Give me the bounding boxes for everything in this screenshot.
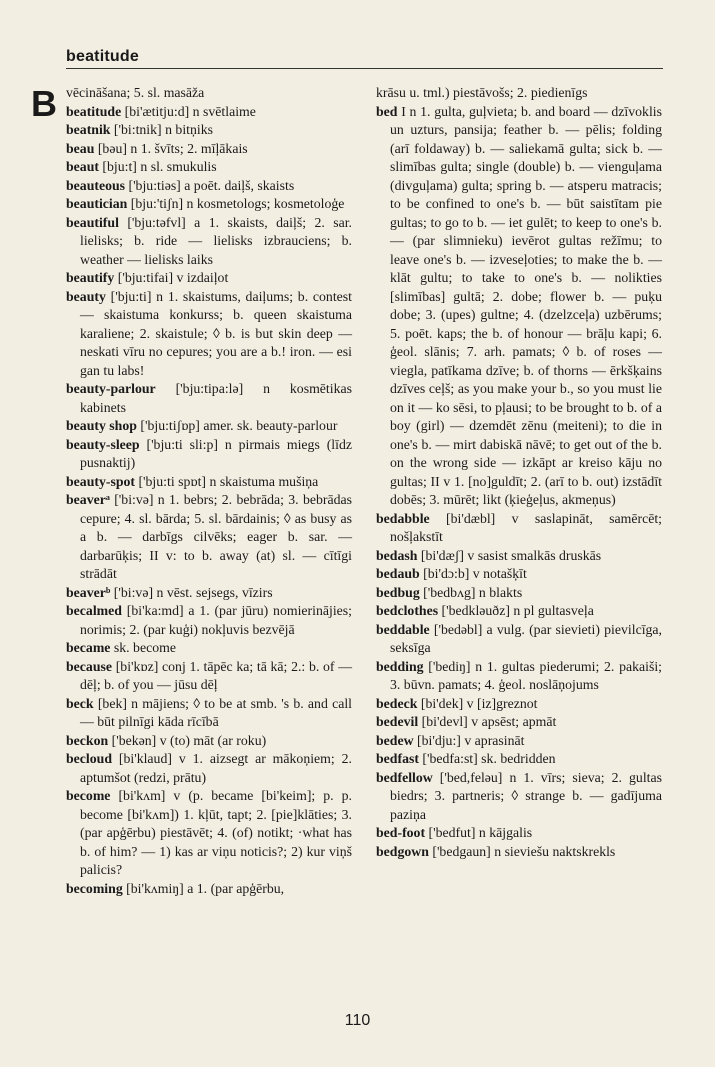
entry-definition: ['bedgaun] n sieviešu naktskrekls <box>428 843 616 859</box>
entry-definition: ['bed,feləu] n 1. vīrs; sieva; 2. gultas biedrs; 3. partneris; ◊ strange b. — gadījuma paziņa <box>390 769 662 822</box>
dictionary-entry <box>66 195 352 214</box>
entry-headword: bedevil <box>376 714 419 729</box>
entry-definition: vēcināšana; 5. sl. masāža <box>66 85 205 100</box>
entry-headword: becoming <box>66 880 123 896</box>
entry-definition: ['bedfut] n kājgalis <box>425 825 533 840</box>
entry-definition: ['bju:təfvl] a 1. skaists, daiļš; 2. sar. lielisks; b. ride — lielisks izbrauciens; b. weather — lielisks laiks <box>80 214 352 267</box>
entry-definition: ['bediŋ] n 1. gultas piederumi; 2. pakaiši; 3. būvn. pamats; 4. ģeol. noslāņojums <box>390 658 662 692</box>
entry-headword: bedabble <box>376 510 430 526</box>
entry-headword: beau <box>66 140 95 156</box>
entry-headword: bedgown <box>376 843 429 859</box>
dictionary-entry <box>66 269 352 288</box>
entry-headword: becalmed <box>66 603 122 618</box>
entry-headword: beauteous <box>66 177 126 193</box>
dictionary-entry <box>66 639 352 658</box>
dictionary-entry <box>66 602 352 639</box>
entry-definition: [bi'kʌm] v (p. became [bi'keim]; p. p. become [bi'kʌm]) 1. kļūt, tapt; 2. [pie]klāties; 3. (par apģērbu) piestāvēt; 4. (of) notikt; ·what has b. of him? — 1) kas ar viņu noticis?; 2) kur viņš palicis? <box>80 788 352 877</box>
entry-definition: ['bju:ti sli:p] n pirmais miegs (līdz pusnaktij) <box>80 436 352 470</box>
header-rule <box>66 68 663 69</box>
entry-definition: [bek] n mājiens; ◊ to be at smb. 's b. and call — būt pilnīgi kāda rīcībā <box>80 695 352 729</box>
entry-headword: bedbug <box>376 584 420 600</box>
entry-headword: beautify <box>66 270 115 285</box>
dictionary-entry <box>376 584 662 603</box>
dictionary-entry <box>66 880 352 899</box>
dictionary-entry <box>66 491 352 584</box>
entry-headword: bedew <box>376 732 414 748</box>
entry-headword: beddable <box>376 621 430 637</box>
entry-headword: bedclothes <box>376 603 439 618</box>
entry-definition: ['bedbʌg] n blakts <box>419 584 523 600</box>
entry-headword: bedaub <box>376 566 420 581</box>
entry-definition: ['bju:tifai] v izdaiļot <box>114 270 229 285</box>
entry-definition: ['bi:tnik] n bitņiks <box>110 122 213 137</box>
dictionary-entry <box>376 510 662 547</box>
entry-definition: [bi'dæʃ] v sasist smalkās druskās <box>417 547 602 563</box>
entry-definition: ['bju:tiəs] a poēt. daiļš, skaists <box>125 177 295 193</box>
entry-definition: sk. become <box>110 640 176 655</box>
dictionary-entry <box>376 732 662 751</box>
dictionary-entry <box>376 843 662 862</box>
dictionary-entry <box>376 713 662 732</box>
dictionary-entry <box>66 787 352 880</box>
entry-definition: [bju:'tiʃn] n kosmetologs; kosmetoloģe <box>127 196 345 211</box>
entry-headword: becloud <box>66 751 112 766</box>
dictionary-entry <box>66 140 352 159</box>
entry-definition: [bi'ka:md] a 1. (par jūru) nomierinājies; norimis; 2. (par kuģi) nokļuvis bezvējā <box>80 603 352 637</box>
dictionary-entry <box>66 380 352 417</box>
entry-headword: beauty shop <box>66 418 137 433</box>
entry-definition: krāsu u. tml.) piestāvošs; 2. piedienīgs <box>376 85 588 100</box>
entry-headword: become <box>66 788 111 803</box>
entry-headword: beaut <box>66 159 99 174</box>
dictionary-entry <box>66 584 352 603</box>
entry-definition: [bi'kʌmiŋ] a 1. (par apģērbu, <box>122 880 285 896</box>
dictionary-entry <box>376 695 662 714</box>
dictionary-entry <box>376 621 662 658</box>
dictionary-entry <box>66 103 352 122</box>
entry-definition: [bəu] n 1. švīts; 2. mīļākais <box>94 140 248 156</box>
entry-headword: beatnik <box>66 122 111 137</box>
entry-definition: I n 1. gulta, guļvieta; b. and board — dzīvoklis un uzturs, pansija; feather b. — pēlis; folding (arī foldaway) b. — saliekamā gulta; sick b. — slimības gulta; single (double) b. — vienguļama (divguļama) gulta; spring b. — atsperu matracis; to be confined to one's b. — būt saistītam pie gultas; to go to b. — iet gulēt; to keep to one's b. — (par slimnieku) ievērot gultas režīmu; to leave one's b. — izveseļoties; to make the b. — klāt gultu; to take to one's b. — nolikties [slimības] gultā; 2. dobe; flower b. — puķu dobe; 3. (upes) gultne; 4. (dzelzceļa) uzbērums; 5. poēt. kaps; the b. of honour — brāļu kapi; 6. ģeol. slānis; 7. arh. pamats; ◊ b. of roses — viegla, patīkama dzīve; b. of thorns — ērkšķains dzīves ceļš; as you make your b., so you must lie on it — ko sēsi, to pļausi; to be brought to b. of a boy (girl) — dzemdēt zēnu (meiteni); to die in one's b. — mirt dabiskā nāvē; to get out of the b. on the wrong side — izkāpt ar kreiso kāju no gultas; II v 1. [no]guldīt; 2. (arī to b. out) izstādīt dobēs; 3. mūrēt; likt (ķieģeļus, akmeņus) <box>390 103 662 507</box>
entry-headword: beauty-spot <box>66 473 135 489</box>
running-head: beatitude <box>66 48 139 65</box>
dictionary-entry <box>376 565 662 584</box>
entry-headword: beck <box>66 695 94 711</box>
entry-definition: ['bju:tiʃɒp] amer. sk. beauty-parlour <box>136 418 338 433</box>
dictionary-entry <box>66 658 352 695</box>
entry-headword: beautiful <box>66 214 119 230</box>
dictionary-entry <box>66 84 352 103</box>
entry-headword: bedash <box>376 547 418 563</box>
entry-definition: [bi'dɔ:b] v notašķīt <box>419 566 527 581</box>
dictionary-entry <box>66 158 352 177</box>
letter-tab: B <box>31 83 57 124</box>
dictionary-entry <box>376 547 662 566</box>
dictionary-entry <box>66 750 352 787</box>
dictionary-entry <box>376 602 662 621</box>
entry-headword: bedding <box>376 658 424 674</box>
entry-definition: [bi'devl] v apsēst; apmāt <box>418 714 557 729</box>
dictionary-entry <box>66 121 352 140</box>
entry-headword: bedfast <box>376 751 419 766</box>
entry-headword: bed <box>376 103 398 119</box>
right-column <box>376 84 662 861</box>
entry-definition: ['bju:tipa:lə] n kosmētikas kabinets <box>80 381 352 415</box>
entry-headword: beatitude <box>66 103 122 119</box>
entry-definition: ['bi:və] n vēst. sejsegs, vīzirs <box>110 584 273 600</box>
entry-definition: [bi'dek] v [iz]greznot <box>417 695 538 711</box>
entry-headword: bedfellow <box>376 769 433 785</box>
left-column <box>66 84 352 898</box>
entry-headword: beauty-parlour <box>66 381 156 396</box>
entry-headword: beckon <box>66 732 109 748</box>
dictionary-entry <box>376 84 662 103</box>
entry-definition: ['bekən] v (to) māt (ar roku) <box>108 732 267 748</box>
dictionary-entry <box>376 750 662 769</box>
dictionary-entry <box>376 658 662 695</box>
dictionary-entry <box>376 824 662 843</box>
entry-headword: because <box>66 658 112 674</box>
entry-definition: [bi'kɒz] conj 1. tāpēc ka; tā kā; 2.: b. of — dēļ; b. of you — jūsu dēļ <box>80 658 352 692</box>
dictionary-entry <box>66 214 352 270</box>
dictionary-entry <box>66 288 352 381</box>
dictionary-entry <box>66 732 352 751</box>
entry-definition: ['bi:və] n 1. bebrs; 2. bebrāda; 3. bebrādas cepure; 4. sl. bārda; 5. sl. bārdainis; ◊ as busy as a b. — darbīgs cilvēks; eager b. sar. — darbarūķis; II v: to b. away (at) sl. — cītīgi strādāt <box>80 492 352 581</box>
page-number: 110 <box>344 1012 371 1029</box>
entry-definition: ['bju:ti spɒt] n skaistuma mušiņa <box>135 473 319 489</box>
entry-definition: [bi'klaud] v 1. aizsegt ar mākoņiem; 2. aptumšot (redzi, prātu) <box>80 751 352 785</box>
dictionary-entry <box>376 103 662 510</box>
entry-headword: became <box>66 640 111 655</box>
entry-headword: beauty <box>66 288 106 304</box>
entry-headword: beaverᵇ <box>66 584 111 600</box>
entry-definition: [bi'ætitju:d] n svētlaime <box>121 103 256 119</box>
entry-definition: [bi'dju:] v aprasināt <box>413 732 525 748</box>
entry-headword: beautician <box>66 196 128 211</box>
entry-definition: [bju:t] n sl. smukulis <box>98 159 217 174</box>
dictionary-entry <box>66 473 352 492</box>
entry-definition: ['bedkləuðz] n pl gultasveļa <box>438 603 594 618</box>
entry-headword: beaverᵃ <box>66 492 110 507</box>
entry-headword: beauty-sleep <box>66 436 140 452</box>
dictionary-entry <box>66 417 352 436</box>
dictionary-entry <box>66 695 352 732</box>
entry-definition: [bi'dæbl] v saslapināt, samērcēt; nošļakstīt <box>390 510 662 544</box>
entry-headword: bed-foot <box>376 825 426 840</box>
entry-definition: ['bju:ti] n 1. skaistums, daiļums; b. contest — skaistuma konkurss; b. queen skaistuma karaliene; 2. skaistule; ◊ b. is but skin deep — neskati vīru no cepures; you are a b.! iron. — esi gan tu labs! <box>80 288 352 378</box>
dictionary-entry <box>66 436 352 473</box>
dictionary-entry <box>66 177 352 196</box>
dictionary-entry <box>376 769 662 825</box>
entry-headword: bedeck <box>376 695 418 711</box>
entry-definition: ['bedəbl] a vulg. (par sievieti) pievilcīga, seksīga <box>390 621 662 655</box>
entry-definition: ['bedfa:st] sk. bedridden <box>418 751 556 766</box>
